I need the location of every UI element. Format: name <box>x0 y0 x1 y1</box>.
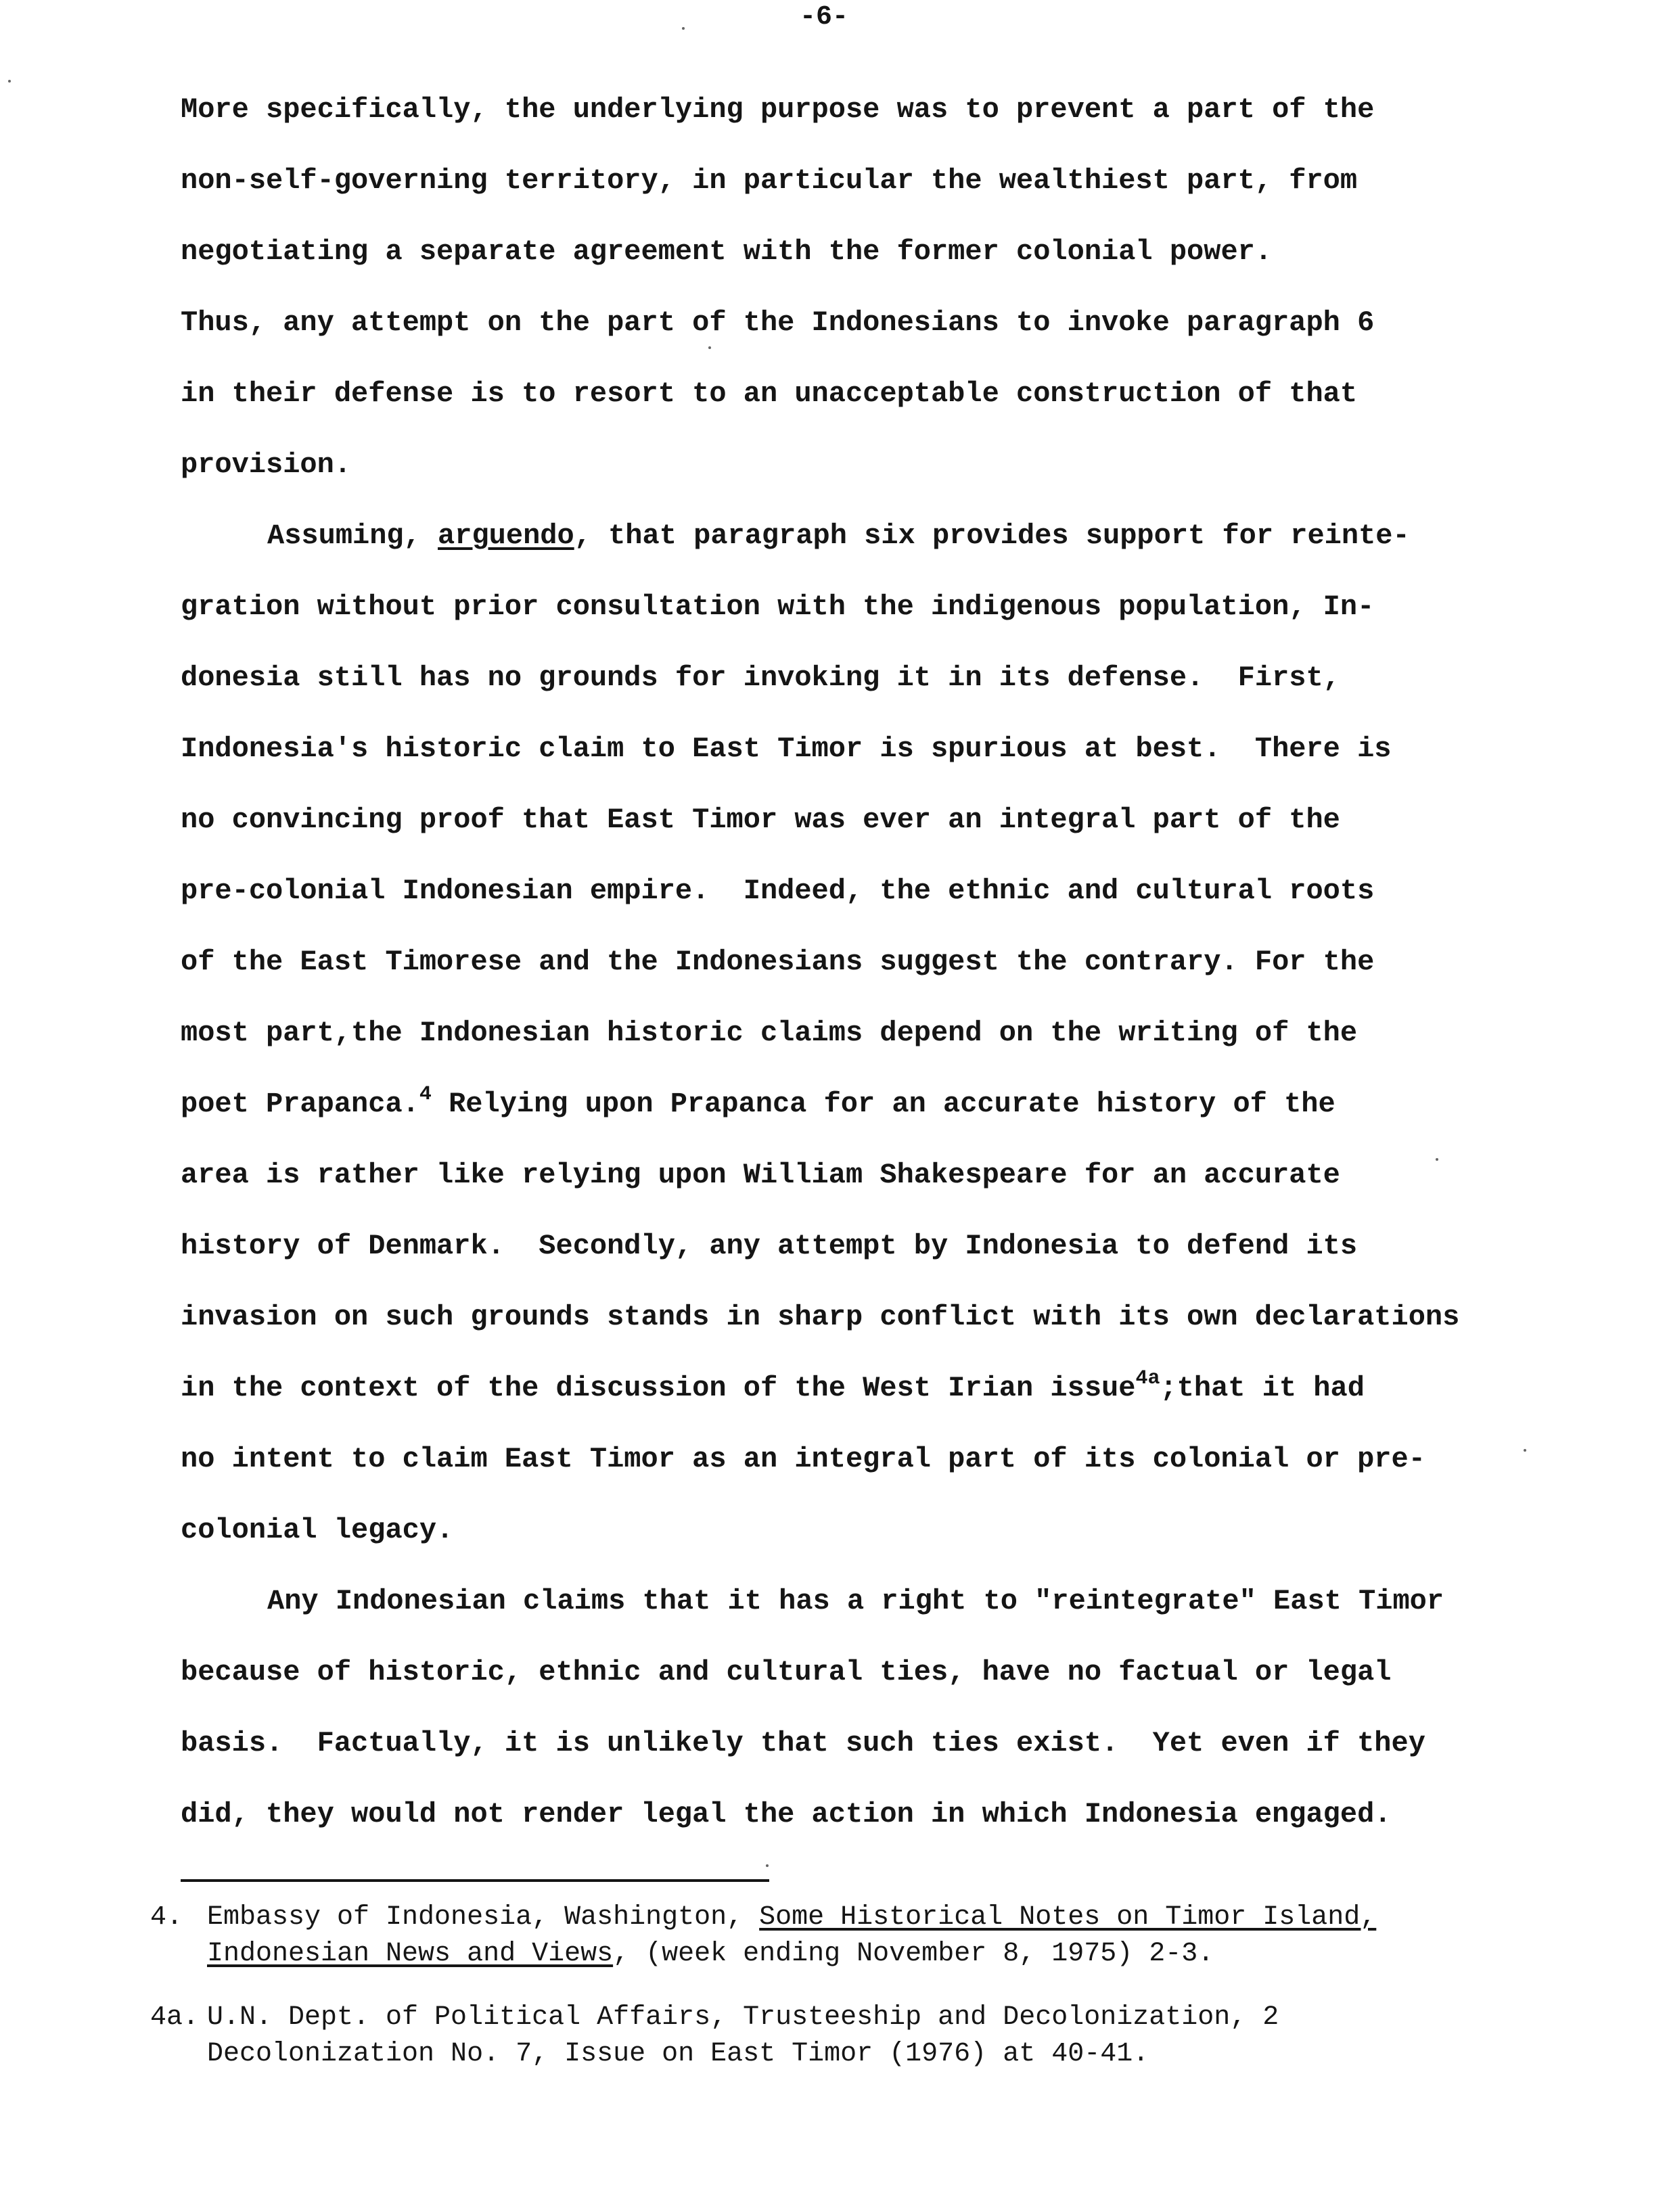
footnote-number: 4. <box>150 1902 183 1933</box>
text-segment: poet Prapanca. <box>181 1088 419 1120</box>
text-segment: , (week ending November 8, 1975) 2-3. <box>613 1939 1214 1969</box>
text-line: basis. Factually, it is unlikely that such ties exist. Yet even if they <box>181 1727 1425 1759</box>
text-line: pre-colonial Indonesian empire. Indeed, the ethnic and cultural roots <box>181 875 1375 907</box>
scan-speck <box>8 80 11 83</box>
footnote-line: U.N. Dept. of Political Affairs, Trusteeship and Decolonization, 2 <box>207 2002 1279 2033</box>
text-line: donesia still has no grounds for invoking it in its defense. First, <box>181 662 1340 694</box>
text-line: gration without prior consultation with the indigenous population, In- <box>181 591 1375 623</box>
text-line: More specifically, the underlying purpose was to prevent a part of the <box>181 93 1375 126</box>
text-line: negotiating a separate agreement with the former colonial power. <box>181 235 1273 268</box>
footnote-line <box>207 1936 1571 1973</box>
paragraph-first-line: Any Indonesian claims that it has a right to "reintegrate" East Timor <box>267 1585 1444 1617</box>
scan-speck <box>1524 1449 1526 1452</box>
scan-speck <box>766 1864 769 1867</box>
footnote-4 <box>150 1899 1571 1973</box>
document-body <box>181 74 1534 1850</box>
underlined-title: Indonesian News and Views <box>207 1939 614 1969</box>
text-segment: , that paragraph six provides support for reinte- <box>574 520 1410 552</box>
text-line: no intent to claim East Timor as an integral part of its colonial or pre- <box>181 1443 1425 1475</box>
footnote-text <box>150 1899 1571 1973</box>
text-line: in their defense is to resort to an unacceptable construction of that <box>181 377 1358 410</box>
paragraph-first-line <box>181 501 1534 572</box>
text-line: history of Denmark. Secondly, any attempt by Indonesia to defend its <box>181 1230 1358 1262</box>
footnote-reference: 4 <box>419 1083 432 1106</box>
text-line: Thus, any attempt on the part of the Indonesians to invoke paragraph 6 <box>181 306 1375 339</box>
footnote-line: Decolonization No. 7, Issue on East Timor (1976) at 40-41. <box>207 2039 1149 2069</box>
text-line: of the East Timorese and the Indonesians suggest the contrary. For the <box>181 946 1375 978</box>
text-line: provision. <box>181 448 352 481</box>
footnote-number: 4a. <box>150 2002 200 2033</box>
text-segment: ;that it had <box>1160 1372 1365 1404</box>
text-segment: in the context of the discussion of the West Irian issue <box>181 1372 1136 1404</box>
text-line: because of historic, ethnic and cultural ties, have no factual or legal <box>181 1656 1392 1688</box>
scan-speck <box>708 346 711 349</box>
footnote-4a <box>150 2000 1571 2073</box>
text-line: did, they would not render legal the action in which Indonesia engaged. <box>181 1798 1392 1830</box>
text-line: non-self-governing territory, in particular the wealthiest part, from <box>181 164 1358 197</box>
footnote-reference: 4a <box>1135 1367 1160 1390</box>
text-line-with-footnote <box>181 1069 1534 1140</box>
underlined-term: arguendo <box>438 520 574 552</box>
text-segment: Embassy of Indonesia, Washington, <box>207 1902 760 1933</box>
text-line: area is rather like relying upon William Shakespeare for an accurate <box>181 1159 1340 1191</box>
text-segment: Assuming, <box>267 520 438 552</box>
footnote-separator-rule <box>181 1879 769 1882</box>
text-line: colonial legacy. <box>181 1514 454 1546</box>
text-line: most part,the Indonesian historic claims depend on the writing of the <box>181 1017 1358 1049</box>
footnote-text <box>150 2000 1571 2073</box>
text-line: Indonesia's historic claim to East Timor is spurious at best. There is <box>181 733 1392 765</box>
scan-speck <box>1436 1158 1438 1161</box>
footnote-line <box>207 1899 1571 1936</box>
text-line: no convincing proof that East Timor was ever an integral part of the <box>181 804 1340 836</box>
underlined-title: Some Historical Notes on Timor Island, <box>759 1902 1377 1933</box>
scan-speck <box>682 27 685 30</box>
text-line-with-footnote <box>181 1353 1534 1424</box>
footnotes-section <box>150 1899 1571 2100</box>
text-line: invasion on such grounds stands in sharp conflict with its own declarations <box>181 1301 1460 1333</box>
text-segment: Relying upon Prapanca for an accurate history of the <box>431 1088 1335 1120</box>
page-number: -6- <box>799 2 848 32</box>
